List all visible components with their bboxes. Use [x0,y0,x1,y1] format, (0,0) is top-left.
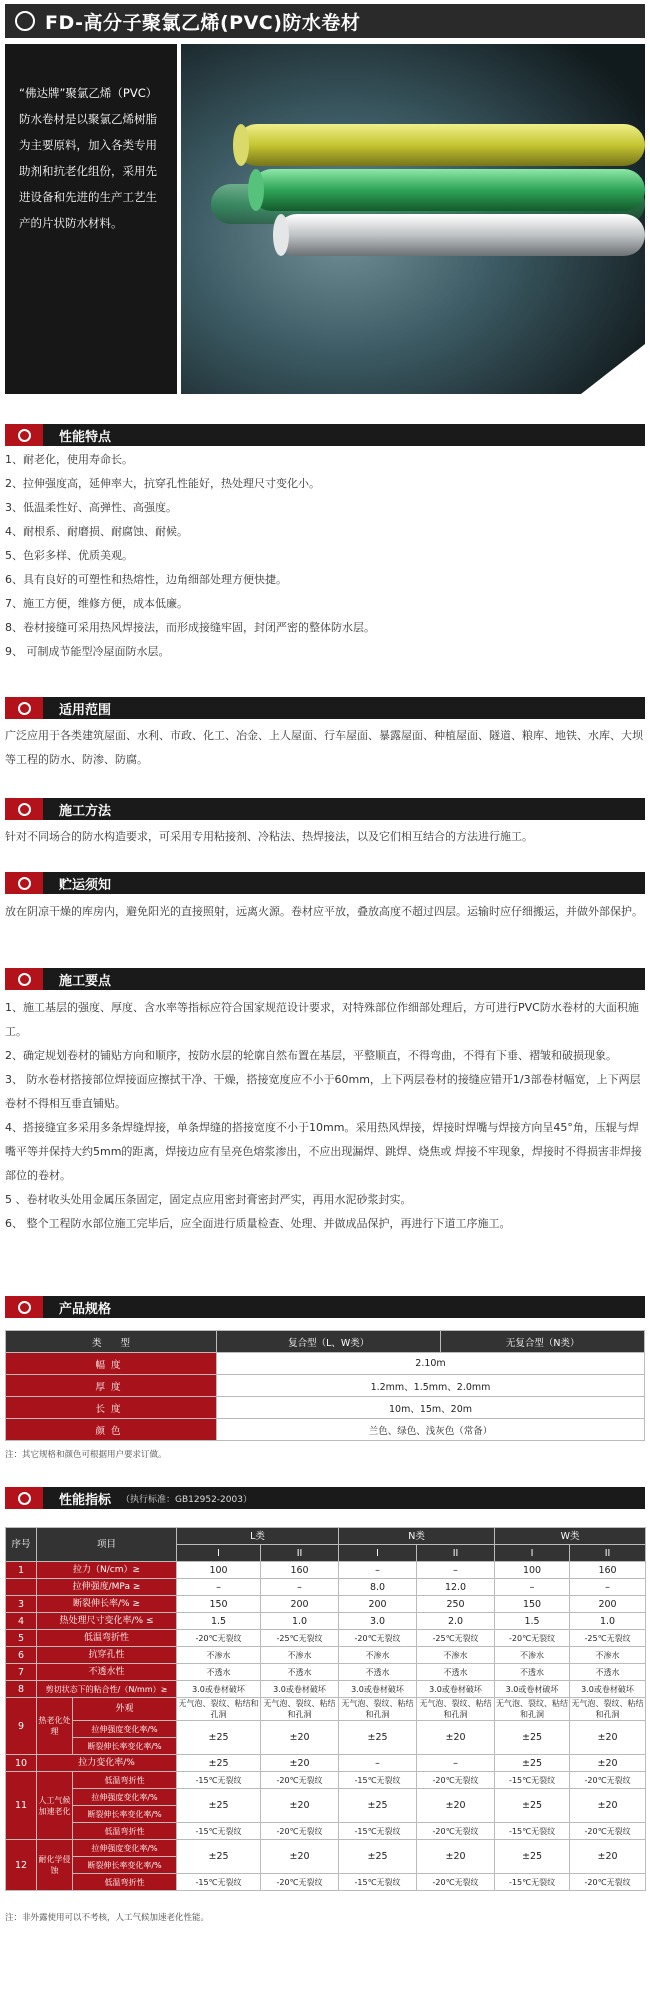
table-cell: 2.10m [217,1353,645,1375]
list-item: 6、 整个工程防水部位施工完毕后，应全面进行质量检查、处理、并做成品保护，再进行下道工序施工。 [5,1217,511,1230]
table-row [6,1664,646,1681]
circle-icon [18,702,31,715]
table-cell: 不透水 [495,1664,570,1681]
row-number: 8 [6,1681,37,1698]
table-cell: 不透水 [417,1664,495,1681]
row-header: 幅度 [6,1353,217,1375]
row-item: 热处理尺寸变化率/% ≤ [37,1613,177,1630]
section-header-perf [5,1487,645,1509]
table-row [6,1596,646,1613]
table-cell: ±25 [339,1721,417,1755]
table-cell: 2.0 [417,1613,495,1630]
section-marker [5,872,43,894]
row-item: 拉力（N/cm）≥ [37,1562,177,1579]
list-item: 2、拉伸强度高，延伸率大，抗穿孔性能好，热处理尺寸变化小。 [5,477,320,490]
list-item: 7、施工方便，维修方便，成本低廉。 [5,597,188,610]
table-header [6,1331,645,1353]
table-cell: -25℃无裂纹 [417,1630,495,1647]
table-cell: 兰色、绿色、浅灰色（常备） [217,1419,645,1441]
circle-icon [18,429,31,442]
table-cell: -15℃无裂纹 [495,1823,570,1840]
row-item: 断裂伸长率变化率/% [73,1806,177,1823]
row-number: 1 [6,1562,37,1579]
section-subtitle: （执行标准：GB12952-2003） [121,1494,252,1505]
table-cell: 250 [417,1596,495,1613]
table-row [6,1840,646,1857]
table-header-cell: W类 [495,1528,646,1545]
product-image [181,44,645,394]
table-row [6,1397,645,1419]
section-marker [5,697,43,719]
table-cell: -15℃无裂纹 [339,1772,417,1789]
row-number: 6 [6,1647,37,1664]
list-item: 4、耐根系、耐磨损、耐腐蚀、耐候。 [5,525,188,538]
section-title: 施工要点 [59,973,112,989]
section-marker [5,1487,43,1509]
table-cell: 3.0或卷材破坏 [177,1681,261,1698]
table-cell: ±25 [177,1840,261,1874]
table-cell: – [495,1579,570,1596]
row-group: 人工气候加速老化 [37,1772,73,1840]
table-cell: 3.0或卷材破坏 [417,1681,495,1698]
table-cell: 不渗水 [261,1647,339,1664]
perf-note: 注：非外露使用可以不考核，人工气候加速老化性能。 [5,1913,210,1923]
table-row [6,1772,646,1789]
table-cell: ±25 [177,1755,261,1772]
table-cell: -20℃无裂纹 [417,1823,495,1840]
spec-note: 注：其它规格和颜色可根据用户要求订做。 [5,1450,167,1460]
table-header-cell: N类 [339,1528,495,1545]
table-header-cell: 无复合型（N类） [441,1331,645,1353]
row-item: 断裂伸长率变化率/% [73,1857,177,1874]
circle-icon [18,1301,31,1314]
row-item: 不透水性 [37,1664,177,1681]
method-text: 针对不同场合的防水构造要求，可采用专用粘接剂、冷粘法、热焊接法，以及它们相互结合的方法进行施工。 [5,830,533,843]
section-title: 施工方法 [59,803,112,819]
section-marker [5,424,43,446]
section-header-scope [5,697,645,719]
table-cell: 10m、15m、20m [217,1397,645,1419]
table-cell: – [570,1579,646,1596]
row-item: 低温弯折性 [37,1630,177,1647]
table-cell: -15℃无裂纹 [177,1823,261,1840]
table-cell: -15℃无裂纹 [339,1823,417,1840]
row-number: 4 [6,1613,37,1630]
points-list [5,996,645,1236]
table-cell: -20℃无裂纹 [570,1823,646,1840]
section-header-storage [5,872,645,894]
table-header-cell: II [417,1545,495,1562]
table-row [6,1755,646,1772]
table-cell: -20℃无裂纹 [417,1772,495,1789]
list-item: 3、 防水卷材搭接部位焊接面应擦拭干净、干燥，搭接宽度应不小于60mm，上下两层卷材的接缝应错开1/3部卷材幅宽，上下两层卷材不得相互垂直铺贴。 [5,1073,641,1110]
row-item: 低温弯折性 [73,1823,177,1840]
section-marker [5,1296,43,1318]
intro-panel [5,44,177,394]
section-header-method [5,798,645,820]
table-cell: ±20 [417,1789,495,1823]
row-item: 低温弯折性 [73,1874,177,1891]
row-number: 9 [6,1698,37,1755]
table-cell: -20℃无裂纹 [570,1874,646,1891]
table-cell: 100 [495,1562,570,1579]
table-row [6,1698,646,1721]
table-header-cell: 复合型（L、W类） [217,1331,441,1353]
table-cell: 100 [177,1562,261,1579]
intro-text: “佛达牌”聚氯乙烯（PVC）防水卷材是以聚氯乙烯树脂为主要原料，加入各类专用助剂和抗老化组份，采用先进设备和先进的生产工艺生产的片状防水材料。 [19,86,158,230]
table-header-cell: II [570,1545,646,1562]
table-cell: ±20 [261,1840,339,1874]
table-cell: ±20 [417,1840,495,1874]
table-cell: 不渗水 [417,1647,495,1664]
table-cell: 无气泡、裂纹、粘结和孔洞 [261,1698,339,1721]
section-header-features [5,424,645,446]
row-item: 剪切状态下的粘合性/（N/mm）≥ [37,1681,177,1698]
table-row [6,1647,646,1664]
row-number: 7 [6,1664,37,1681]
list-item: 2、确定规划卷材的铺贴方向和顺序，按防水层的轮廓自然布置在基层，平整顺直，不得弯曲，不得有下垂、褶皱和破损现象。 [5,1049,617,1062]
features-list [5,448,645,664]
table-row [6,1721,646,1738]
table-cell: ±20 [261,1755,339,1772]
table-row [6,1874,646,1891]
table-cell: 1.2mm、1.5mm、2.0mm [217,1375,645,1397]
table-cell: -20℃无裂纹 [495,1630,570,1647]
table-cell: 1.0 [570,1613,646,1630]
table-cell: – [261,1579,339,1596]
table-cell: 不渗水 [339,1647,417,1664]
table-header-cell: I [339,1545,417,1562]
table-cell: 3.0或卷材破坏 [339,1681,417,1698]
row-item: 拉力变化率/% [37,1755,177,1772]
table-row [6,1579,646,1596]
row-item: 断裂伸长率变化率/% [73,1738,177,1755]
table-header-cell: 序号 [6,1528,37,1562]
list-item: 5、色彩多样、优质美观。 [5,549,133,562]
list-item: 1、施工基层的强度、厚度、含水率等指标应符合国家规范设计要求，对特殊部位作细部处理后，方可进行PVC防水卷材的大面积施工。 [5,1001,639,1038]
table-cell: 160 [570,1562,646,1579]
table-cell: – [339,1562,417,1579]
row-number: 12 [6,1840,37,1891]
row-group: 耐化学侵蚀 [37,1840,73,1891]
scope-text: 广泛应用于各类建筑屋面、水利、市政、化工、冶金、上人屋面、行车屋面、暴露屋面、种植屋面、隧道、粮库、地铁、水库、大坝等工程的防水、防渗、防腐。 [5,729,643,766]
list-item: 4、搭接缝宜多采用多条焊缝焊接，单条焊缝的搭接宽度不小于10mm。采用热风焊接，焊接时焊嘴与焊接方向呈45°角，压辊与焊嘴平等并保持大约5mm的距离，焊接边应有呈亮色熔浆渗出，不应出现漏焊、跳焊、烧焦或 焊接不牢现象，焊接时不得损害非焊接部位的卷材。 [5,1121,642,1182]
table-cell: -15℃无裂纹 [495,1874,570,1891]
table-cell: -25℃无裂纹 [261,1630,339,1647]
row-item: 拉伸强度变化率/% [73,1721,177,1738]
row-item: 拉伸强度变化率/% [73,1840,177,1857]
table-cell: ±25 [495,1721,570,1755]
table-cell: -15℃无裂纹 [177,1874,261,1891]
table-cell: 200 [339,1596,417,1613]
table-cell: ±20 [570,1840,646,1874]
table-cell: 160 [261,1562,339,1579]
section-title: 性能特点 [59,429,112,445]
table-cell: 3.0 [339,1613,417,1630]
table-cell: ±25 [339,1840,417,1874]
table-cell: -20℃无裂纹 [417,1874,495,1891]
table-cell: 不透水 [570,1664,646,1681]
table-header-cell: 类 型 [6,1331,217,1353]
table-cell: 3.0或卷材破坏 [261,1681,339,1698]
table-row [6,1419,645,1441]
table-cell: 150 [495,1596,570,1613]
table-cell: ±25 [177,1789,261,1823]
table-cell: 不渗水 [570,1647,646,1664]
circle-icon [18,973,31,986]
list-item: 9、 可制成节能型冷屋面防水层。 [5,645,170,658]
row-header: 厚度 [6,1375,217,1397]
table-header-cell: L类 [177,1528,339,1545]
table-cell: 12.0 [417,1579,495,1596]
section-header-points [5,968,645,990]
row-number: 3 [6,1596,37,1613]
table-cell: -15℃无裂纹 [495,1772,570,1789]
section-marker [5,798,43,820]
circle-icon [18,1492,31,1505]
table-cell: -25℃无裂纹 [570,1630,646,1647]
table-cell: 无气泡、裂纹、粘结和孔洞 [571,1699,644,1719]
row-header: 颜色 [6,1419,217,1441]
table-cell: ±25 [495,1789,570,1823]
table-cell: ±20 [570,1721,646,1755]
list-item: 1、耐老化，使用寿命长。 [5,453,133,466]
section-title: 贮运须知 [59,877,112,893]
table-cell: 1.0 [261,1613,339,1630]
table-cell: -20℃无裂纹 [261,1823,339,1840]
row-item: 断裂伸长率/% ≥ [37,1596,177,1613]
table-row [6,1630,646,1647]
table-cell: 150 [177,1596,261,1613]
table-cell: -15℃无裂纹 [177,1772,261,1789]
section-title: 产品规格 [59,1301,112,1317]
row-item: 拉伸强度变化率/% [73,1789,177,1806]
table-row [6,1562,646,1579]
table-cell: ±20 [570,1789,646,1823]
list-item: 8、卷材接缝可采用热风焊接法，而形成接缝牢固，封闭严密的整体防水层。 [5,621,375,634]
table-cell: 无气泡、裂纹、粘结和孔洞 [417,1698,495,1721]
table-cell: 无气泡、裂纹、粘结和孔洞 [339,1698,417,1721]
section-title: 适用范围 [59,702,112,718]
page-title-bar [5,4,645,38]
table-cell: -20℃无裂纹 [177,1630,261,1647]
table-cell: 不透水 [339,1664,417,1681]
row-number: 10 [6,1755,37,1772]
section-header-spec [5,1296,645,1318]
list-item: 6、具有良好的可塑性和热熔性，边角细部处理方便快捷。 [5,573,287,586]
table-cell: – [417,1562,495,1579]
table-cell: ±25 [339,1789,417,1823]
table-cell: ±20 [570,1755,646,1772]
table-cell: 不渗水 [177,1647,261,1664]
table-cell: 3.0或卷材破坏 [495,1681,570,1698]
table-cell: 200 [570,1596,646,1613]
list-item: 5 、卷材收头处用金属压条固定，固定点应用密封膏密封严实，再用水泥砂浆封实。 [5,1193,412,1206]
table-cell: 1.5 [495,1613,570,1630]
table-cell: 不渗水 [495,1647,570,1664]
table-row [6,1375,645,1397]
table-cell: 8.0 [339,1579,417,1596]
row-item: 抗穿孔性 [37,1647,177,1664]
table-cell: ±25 [495,1840,570,1874]
table-row [6,1613,646,1630]
table-cell: ±20 [261,1721,339,1755]
table-header [6,1528,646,1545]
table-header-cell: I [495,1545,570,1562]
section-title: 性能指标 [59,1492,112,1508]
table-cell: 1.5 [177,1613,261,1630]
row-group: 热老化处理 [37,1698,73,1755]
list-item: 3、低温柔性好、高弹性、高强度。 [5,501,177,514]
table-header-cell: II [261,1545,339,1562]
table-cell: -20℃无裂纹 [339,1630,417,1647]
table-cell: 3.0或卷材破坏 [570,1681,646,1698]
row-header: 长度 [6,1397,217,1419]
performance-table [5,1527,646,1891]
table-cell: -20℃无裂纹 [261,1772,339,1789]
table-cell: – [417,1755,495,1772]
table-cell: ±25 [177,1721,261,1755]
table-cell: – [339,1755,417,1772]
storage-text: 放在阴凉干燥的库房内，避免阳光的直接照射，远离火源。卷材应平放，叠放高度不超过四层。运输时应仔细搬运，并做外部保护。 [5,905,643,918]
table-cell: 无气泡、裂纹、粘结和孔洞 [496,1699,569,1719]
row-item: 拉伸强度/MPa ≥ [37,1579,177,1596]
table-cell: 不透水 [261,1664,339,1681]
table-row [6,1353,645,1375]
table-cell: -15℃无裂纹 [339,1874,417,1891]
circle-icon [15,11,35,31]
table-row [6,1789,646,1806]
table-cell: 200 [261,1596,339,1613]
table-row [6,1823,646,1840]
spec-table [5,1330,645,1441]
table-cell: – [177,1579,261,1596]
row-number [6,1579,37,1596]
table-cell: 无气泡、裂纹、粘结和孔洞 [178,1699,259,1719]
table-cell: 不透水 [177,1664,261,1681]
table-header-cell: 项目 [37,1528,177,1562]
table-cell: -20℃无裂纹 [261,1874,339,1891]
table-row [6,1681,646,1698]
row-number: 5 [6,1630,37,1647]
table-cell: ±20 [417,1721,495,1755]
table-cell: ±25 [495,1755,570,1772]
page-title: FD-高分子聚氯乙烯(PVC)防水卷材 [45,11,361,34]
row-number: 11 [6,1772,37,1840]
row-item: 低温弯折性 [73,1772,177,1789]
row-item: 外观 [73,1698,177,1721]
table-header-cell: I [177,1545,261,1562]
table-cell: ±20 [261,1789,339,1823]
section-marker [5,968,43,990]
circle-icon [18,877,31,890]
table-cell: -20℃无裂纹 [570,1772,646,1789]
circle-icon [18,803,31,816]
